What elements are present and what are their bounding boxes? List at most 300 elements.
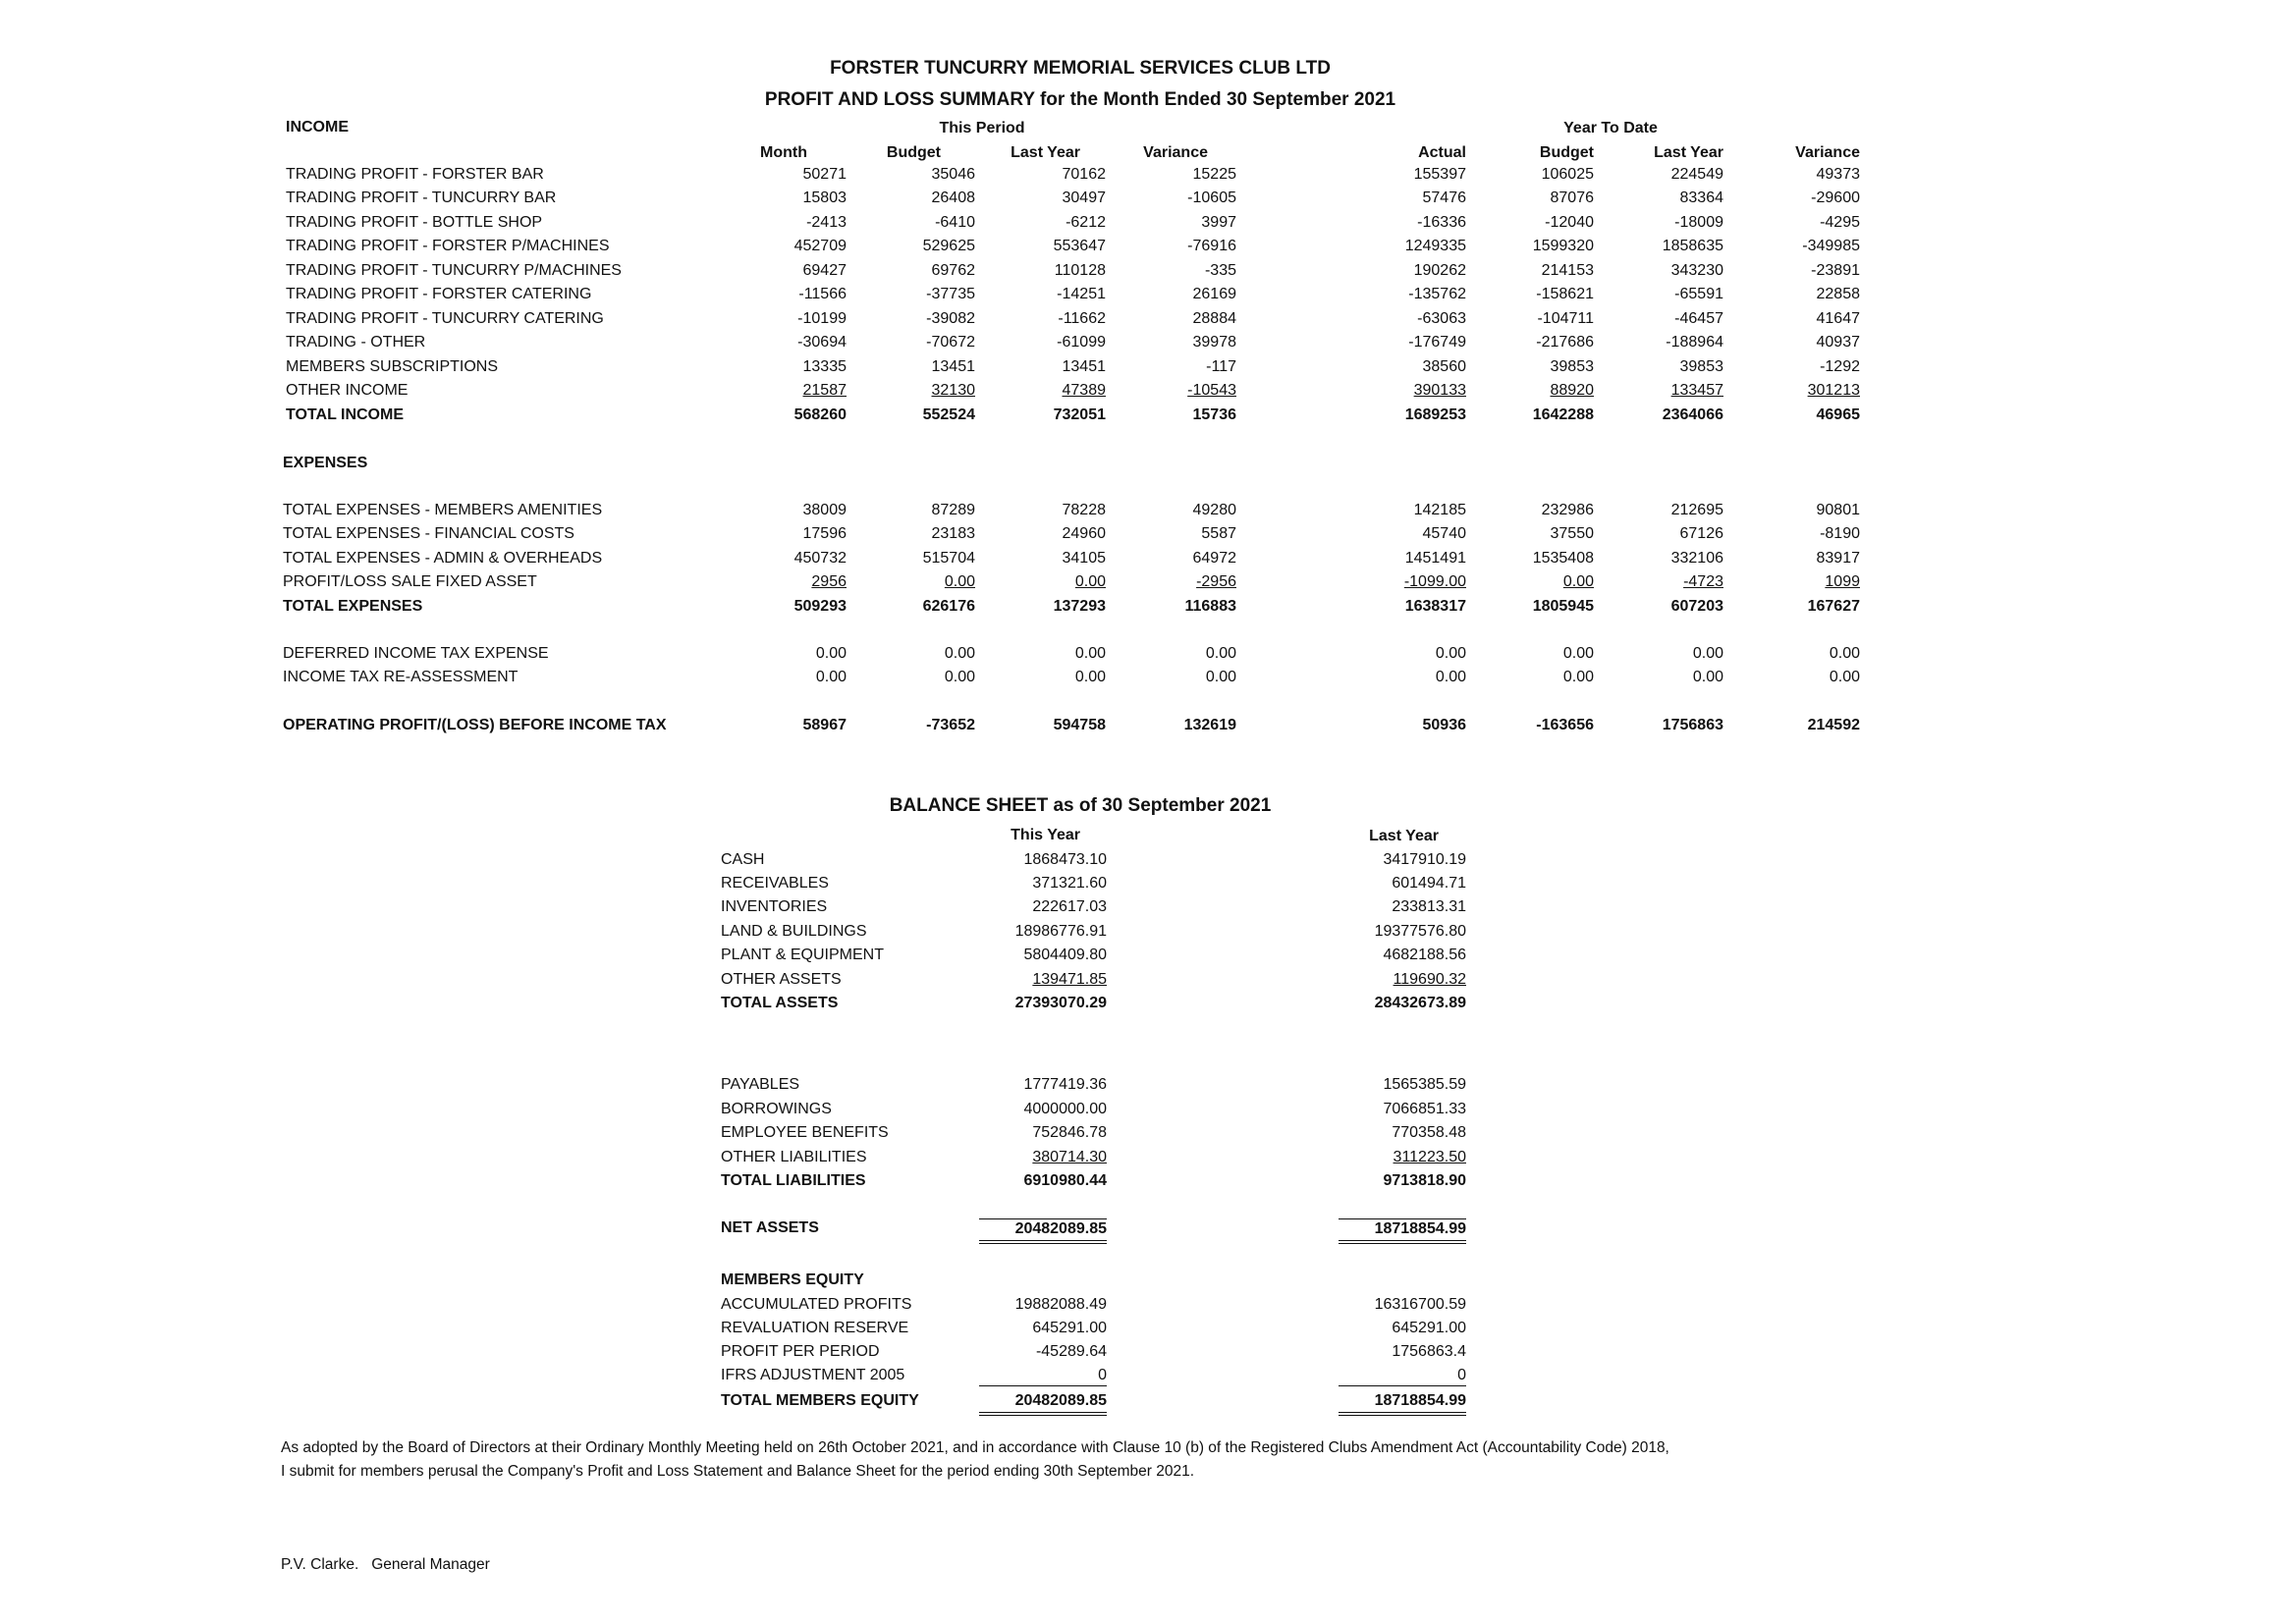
pl-row-label: TRADING PROFIT - TUNCURRY P/MACHINES — [286, 262, 622, 279]
bs-row-label: ACCUMULATED PROFITS — [721, 1296, 912, 1313]
pl-cell — [719, 285, 847, 304]
pl-cell-value: -37735 — [926, 286, 975, 302]
bs-cell-value: 3417910.19 — [1383, 851, 1466, 868]
pl-cell — [847, 668, 975, 687]
pl-cell — [1732, 261, 1860, 281]
bs-cell-value: 752846.78 — [1032, 1124, 1107, 1141]
this-period-heading: This Period — [939, 120, 1025, 136]
pl-cell-value: 0.00 — [1692, 645, 1723, 662]
pl-row-label: TRADING PROFIT - TUNCURRY CATERING — [286, 310, 604, 327]
pl-cell — [1339, 501, 1466, 520]
pl-cell — [978, 309, 1106, 329]
pl-cell-value: 69762 — [931, 262, 975, 279]
bs-cell — [1270, 1295, 1466, 1315]
pl-column-header: Budget — [886, 144, 941, 161]
pl-cell-value: 142185 — [1413, 502, 1466, 518]
pl-cell — [1109, 549, 1236, 568]
pl-cell-value: 70162 — [1062, 166, 1106, 183]
pl-cell-value: -176749 — [1408, 334, 1466, 351]
bs-row-label: IFRS ADJUSTMENT 2005 — [721, 1367, 905, 1383]
pl-cell-value: -8190 — [1820, 525, 1860, 542]
pl-column-header: Variance — [1143, 144, 1208, 161]
pl-cell-value: 23183 — [931, 525, 975, 542]
pl-cell — [1596, 597, 1723, 617]
pl-cell-value: 214153 — [1541, 262, 1594, 279]
pl-cell-value: 0.00 — [1205, 669, 1236, 685]
bs-cell-value: 770358.48 — [1392, 1124, 1466, 1141]
pl-cell — [978, 261, 1106, 281]
pl-cell-value: 137293 — [1053, 598, 1106, 615]
bs-row-label: TOTAL ASSETS — [721, 995, 839, 1011]
pl-cell — [1109, 237, 1236, 256]
pl-cell-value: -76916 — [1187, 238, 1236, 254]
bs-cell-value: 233813.31 — [1392, 898, 1466, 915]
pl-cell-value: 30497 — [1062, 189, 1106, 206]
bs-cell — [1270, 1218, 1466, 1244]
bs-cell-value: 9713818.90 — [1383, 1172, 1466, 1189]
pl-cell-value: 332106 — [1670, 550, 1723, 567]
pl-cell-value: 509293 — [793, 598, 847, 615]
pl-cell-value: 0.00 — [1205, 645, 1236, 662]
pl-cell-value: -14251 — [1057, 286, 1106, 302]
pl-cell-value: 22858 — [1816, 286, 1860, 302]
pl-cell — [1109, 644, 1236, 664]
bs-cell-value: 7066851.33 — [1383, 1101, 1466, 1117]
pl-cell-value: -335 — [1204, 262, 1236, 279]
pl-cell — [719, 237, 847, 256]
income-heading: INCOME — [286, 119, 349, 135]
pl-cell-value: -6212 — [1066, 214, 1106, 231]
pl-column-header: Actual — [1418, 144, 1466, 161]
pl-cell — [847, 501, 975, 520]
pl-cell — [719, 572, 847, 592]
pl-cell-value: 214592 — [1807, 717, 1860, 733]
bs-cell-value: 371321.60 — [1032, 875, 1107, 892]
bs-cell — [910, 1319, 1107, 1338]
pl-cell — [719, 261, 847, 281]
pl-cell-value: 0.00 — [815, 669, 847, 685]
signature-line: P.V. Clarke. General Manager — [281, 1556, 490, 1573]
pl-cell-value: 41647 — [1816, 310, 1860, 327]
bs-cell — [910, 1218, 1107, 1244]
pl-column-header: Month — [760, 144, 807, 161]
pl-cell — [1732, 572, 1860, 592]
pl-cell — [719, 549, 847, 568]
pl-cell — [1339, 237, 1466, 256]
pl-cell-value: 0.00 — [944, 669, 975, 685]
pl-cell — [1466, 165, 1594, 185]
pl-cell-value: 13335 — [802, 358, 847, 375]
pl-cell — [978, 189, 1106, 208]
pl-cell-value: 132619 — [1183, 717, 1236, 733]
pl-cell — [1109, 285, 1236, 304]
pl-cell-value: 88920 — [1550, 382, 1594, 399]
pl-cell — [1466, 501, 1594, 520]
pl-cell-value: 0.00 — [1829, 645, 1860, 662]
adoption-statement-line-1: As adopted by the Board of Directors at their Ordinary Monthly Meeting held on 26th October 2021, and in accordance with Clause 10 (b) of the Registered Clubs Amendment Act (Accountability Code) 2018, — [281, 1439, 1669, 1456]
pl-cell-value: 190262 — [1413, 262, 1466, 279]
bs-cell — [1270, 1100, 1466, 1119]
pl-cell — [719, 357, 847, 377]
pl-cell-value: 1599320 — [1532, 238, 1594, 254]
pl-cell — [1596, 213, 1723, 233]
pl-cell-value: 39978 — [1192, 334, 1236, 351]
pl-cell — [1339, 644, 1466, 664]
pl-cell-value: 38009 — [802, 502, 847, 518]
pl-cell — [1109, 668, 1236, 687]
pl-cell — [1339, 189, 1466, 208]
pl-cell-value: 2956 — [811, 573, 847, 590]
pl-cell — [1466, 189, 1594, 208]
pl-cell — [719, 213, 847, 233]
pl-cell — [1732, 644, 1860, 664]
bs-cell — [1270, 874, 1466, 893]
pl-cell — [1732, 406, 1860, 425]
pl-cell-value: 732051 — [1053, 406, 1106, 423]
pl-cell — [1732, 285, 1860, 304]
pl-cell — [1732, 381, 1860, 401]
pl-cell — [1732, 213, 1860, 233]
pl-row-label: TOTAL EXPENSES - MEMBERS AMENITIES — [283, 502, 603, 518]
pl-cell — [978, 333, 1106, 352]
pl-cell-value: 1249335 — [1404, 238, 1466, 254]
bs-cell — [1270, 922, 1466, 942]
pl-cell — [1596, 333, 1723, 352]
pl-cell — [1732, 597, 1860, 617]
pl-cell-value: 1756863 — [1662, 717, 1723, 733]
pl-cell-value: -10543 — [1187, 382, 1236, 399]
pl-cell-value: -16336 — [1417, 214, 1466, 231]
pl-cell-value: 78228 — [1062, 502, 1106, 518]
pl-cell — [1596, 165, 1723, 185]
pl-subtitle: PROFIT AND LOSS SUMMARY for the Month Ended 30 September 2021 — [764, 89, 1396, 110]
bs-cell-value: 1756863.4 — [1392, 1343, 1466, 1360]
bs-cell — [1270, 1391, 1466, 1416]
pl-cell-value: 0.00 — [1562, 645, 1594, 662]
pl-cell-value: -2956 — [1196, 573, 1236, 590]
pl-cell-value: -163656 — [1536, 717, 1594, 733]
pl-cell — [1596, 572, 1723, 592]
pl-cell-value: -104711 — [1537, 310, 1594, 327]
pl-cell-value: 40937 — [1816, 334, 1860, 351]
pl-cell — [1466, 261, 1594, 281]
bs-cell — [910, 946, 1107, 965]
pl-cell — [1596, 406, 1723, 425]
pl-cell-value: 13451 — [931, 358, 975, 375]
bs-cell — [910, 1391, 1107, 1416]
pl-cell — [1466, 572, 1594, 592]
pl-cell — [1109, 213, 1236, 233]
pl-cell — [1466, 213, 1594, 233]
pl-cell — [978, 285, 1106, 304]
pl-cell-value: -4723 — [1683, 573, 1723, 590]
pl-cell-value: 17596 — [802, 525, 847, 542]
pl-cell — [978, 716, 1106, 735]
pl-column-header: Last Year — [1011, 144, 1080, 161]
pl-cell — [847, 189, 975, 208]
bs-cell — [910, 850, 1107, 870]
bs-cell-value: 18718854.99 — [1339, 1218, 1466, 1244]
pl-cell — [847, 261, 975, 281]
bs-cell — [1270, 994, 1466, 1013]
bs-cell — [1270, 850, 1466, 870]
pl-cell — [1109, 381, 1236, 401]
pl-cell-value: 50936 — [1422, 717, 1466, 733]
pl-cell-value: 552524 — [922, 406, 975, 423]
pl-cell-value: -10605 — [1187, 189, 1236, 206]
pl-cell — [847, 549, 975, 568]
pl-cell-value: 110128 — [1054, 262, 1106, 279]
bs-cell-value: 601494.71 — [1392, 875, 1466, 892]
bs-cell — [1270, 946, 1466, 965]
pl-row-label: OTHER INCOME — [286, 382, 409, 399]
pl-cell — [847, 572, 975, 592]
pl-cell-value: 90801 — [1816, 502, 1860, 518]
pl-cell-value: -29600 — [1811, 189, 1860, 206]
bs-cell — [1270, 1123, 1466, 1143]
pl-cell-value: -30694 — [797, 334, 847, 351]
pl-cell-value: 34105 — [1062, 550, 1106, 567]
pl-row-label: INCOME TAX RE-ASSESSMENT — [283, 669, 519, 685]
bs-cell — [1270, 1148, 1466, 1167]
pl-cell-value: 116883 — [1184, 598, 1236, 615]
pl-cell-value: 343230 — [1670, 262, 1723, 279]
pl-cell — [1596, 668, 1723, 687]
pl-cell-value: -117 — [1206, 358, 1236, 375]
pl-cell — [1339, 285, 1466, 304]
pl-cell-value: -6410 — [935, 214, 975, 231]
pl-cell-value: 515704 — [922, 550, 975, 567]
pl-cell — [847, 381, 975, 401]
pl-cell-value: 47389 — [1062, 382, 1106, 399]
pl-cell — [847, 357, 975, 377]
pl-cell — [1339, 406, 1466, 425]
pl-cell — [1109, 501, 1236, 520]
pl-cell — [1732, 237, 1860, 256]
pl-cell-value: -70672 — [926, 334, 975, 351]
pl-cell-value: 1858635 — [1662, 238, 1723, 254]
pl-cell-value: 5587 — [1201, 525, 1236, 542]
bs-cell — [1270, 897, 1466, 917]
pl-cell — [719, 381, 847, 401]
bs-cell-value: 1868473.10 — [1023, 851, 1107, 868]
pl-cell-value: -217686 — [1536, 334, 1594, 351]
pl-cell — [1339, 549, 1466, 568]
pl-cell — [1732, 716, 1860, 735]
pl-cell — [719, 524, 847, 544]
pl-cell — [1109, 572, 1236, 592]
bs-cell — [910, 1366, 1107, 1386]
pl-cell — [1109, 189, 1236, 208]
bs-cell — [1270, 1342, 1466, 1362]
pl-cell-value: -46457 — [1674, 310, 1723, 327]
pl-cell — [1466, 716, 1594, 735]
pl-cell — [1732, 333, 1860, 352]
bs-cell — [910, 897, 1107, 917]
pl-cell-value: 69427 — [802, 262, 847, 279]
pl-cell-value: 45740 — [1422, 525, 1466, 542]
members-equity-heading: MEMBERS EQUITY — [721, 1271, 864, 1288]
bs-cell-value: 16316700.59 — [1374, 1296, 1466, 1313]
pl-column-header: Last Year — [1654, 144, 1723, 161]
pl-cell — [1339, 668, 1466, 687]
pl-cell-value: 390133 — [1413, 382, 1466, 399]
pl-cell — [847, 309, 975, 329]
pl-cell-value: 0.00 — [1829, 669, 1860, 685]
bs-row-label: RECEIVABLES — [721, 875, 829, 892]
pl-cell — [1339, 357, 1466, 377]
pl-cell — [1596, 501, 1723, 520]
pl-cell — [1732, 524, 1860, 544]
adoption-statement-line-2: I submit for members perusal the Company's Profit and Loss Statement and Balance Sheet for the period ending 30th September 2021. — [281, 1463, 1195, 1480]
pl-cell — [719, 406, 847, 425]
pl-cell-value: 57476 — [1422, 189, 1466, 206]
bs-cell-value: 18718854.99 — [1339, 1391, 1466, 1416]
bs-cell — [910, 922, 1107, 942]
pl-cell-value: 3997 — [1201, 214, 1236, 231]
bs-cell — [910, 1171, 1107, 1191]
pl-cell-value: 0.00 — [1435, 645, 1466, 662]
bs-cell-value: 645291.00 — [1032, 1320, 1107, 1336]
bs-cell-value: 4682188.56 — [1383, 947, 1466, 963]
bs-row-label: BORROWINGS — [721, 1101, 832, 1117]
bs-cell-value: 4000000.00 — [1023, 1101, 1107, 1117]
bs-cell — [1270, 1366, 1466, 1386]
pl-cell — [1109, 357, 1236, 377]
pl-cell-value: 67126 — [1679, 525, 1723, 542]
pl-cell — [1109, 524, 1236, 544]
bs-this-year-heading: This Year — [1011, 827, 1080, 843]
pl-cell-value: 133457 — [1670, 382, 1723, 399]
bs-row-label: INVENTORIES — [721, 898, 828, 915]
pl-cell — [978, 644, 1106, 664]
bs-cell — [910, 1075, 1107, 1095]
pl-cell — [1596, 357, 1723, 377]
pl-cell-value: 49373 — [1816, 166, 1860, 183]
pl-cell-value: 39853 — [1679, 358, 1723, 375]
pl-cell-value: 0.00 — [1074, 645, 1106, 662]
bs-cell-value: 1565385.59 — [1383, 1076, 1466, 1093]
bs-cell — [1270, 970, 1466, 990]
pl-cell-value: 35046 — [931, 166, 975, 183]
pl-cell — [1466, 406, 1594, 425]
pl-cell-value: 15736 — [1192, 406, 1236, 423]
pl-cell — [847, 597, 975, 617]
pl-cell — [978, 213, 1106, 233]
pl-cell — [1339, 261, 1466, 281]
year-to-date-heading: Year To Date — [1563, 120, 1658, 136]
pl-cell-value: 155397 — [1413, 166, 1466, 183]
pl-cell-value: 568260 — [793, 406, 847, 423]
pl-cell — [1466, 357, 1594, 377]
pl-cell — [1732, 357, 1860, 377]
bs-cell — [910, 994, 1107, 1013]
pl-cell — [1109, 597, 1236, 617]
bs-cell — [910, 1123, 1107, 1143]
bs-cell-value: 222617.03 — [1032, 898, 1107, 915]
bs-row-label: REVALUATION RESERVE — [721, 1320, 909, 1336]
pl-row-label: TOTAL EXPENSES - FINANCIAL COSTS — [283, 525, 574, 542]
company-title: FORSTER TUNCURRY MEMORIAL SERVICES CLUB LTD — [830, 58, 1331, 79]
pl-cell — [1339, 572, 1466, 592]
pl-cell — [1339, 597, 1466, 617]
bs-cell-value: 20482089.85 — [979, 1391, 1107, 1416]
bs-cell-value: 5804409.80 — [1023, 947, 1107, 963]
pl-cell — [1466, 237, 1594, 256]
pl-cell-value: 87076 — [1550, 189, 1594, 206]
pl-cell-value: 58967 — [802, 717, 847, 733]
bs-row-label: OTHER LIABILITIES — [721, 1149, 867, 1165]
pl-cell-value: 32130 — [931, 382, 975, 399]
pl-cell — [847, 237, 975, 256]
pl-cell — [847, 285, 975, 304]
pl-cell-value: 212695 — [1670, 502, 1723, 518]
pl-cell-value: -11662 — [1058, 310, 1106, 327]
pl-row-label: TRADING - OTHER — [286, 334, 426, 351]
pl-cell-value: 1638317 — [1404, 598, 1466, 615]
pl-cell — [978, 597, 1106, 617]
pl-cell — [1596, 309, 1723, 329]
pl-cell — [847, 165, 975, 185]
pl-cell — [1109, 406, 1236, 425]
pl-row-label: TRADING PROFIT - FORSTER CATERING — [286, 286, 592, 302]
pl-cell-value: -65591 — [1674, 286, 1723, 302]
pl-cell — [978, 549, 1106, 568]
pl-cell-value: 1642288 — [1532, 406, 1594, 423]
pl-cell — [1596, 716, 1723, 735]
pl-cell-value: 301213 — [1807, 382, 1860, 399]
bs-cell-value: 1777419.36 — [1023, 1076, 1107, 1093]
expenses-heading: EXPENSES — [283, 455, 368, 471]
pl-cell-value: 21587 — [802, 382, 847, 399]
pl-cell — [1466, 668, 1594, 687]
pl-cell — [1339, 716, 1466, 735]
pl-cell-value: -11566 — [798, 286, 847, 302]
pl-column-header: Budget — [1539, 144, 1594, 161]
bs-row-label: PAYABLES — [721, 1076, 800, 1093]
bs-cell-value: 0 — [1339, 1366, 1466, 1386]
pl-cell-value: 15225 — [1192, 166, 1236, 183]
pl-cell — [1596, 261, 1723, 281]
pl-cell — [719, 597, 847, 617]
pl-cell-value: -12040 — [1545, 214, 1594, 231]
pl-cell — [719, 165, 847, 185]
pl-cell — [719, 309, 847, 329]
pl-cell — [847, 644, 975, 664]
pl-cell — [978, 572, 1106, 592]
pl-cell — [1339, 165, 1466, 185]
pl-cell-value: 232986 — [1541, 502, 1594, 518]
pl-cell — [1732, 501, 1860, 520]
bs-row-label: EMPLOYEE BENEFITS — [721, 1124, 889, 1141]
bs-row-label: LAND & BUILDINGS — [721, 923, 867, 940]
pl-cell-value: -158621 — [1536, 286, 1594, 302]
pl-cell-value: 0.00 — [815, 645, 847, 662]
pl-cell — [1339, 524, 1466, 544]
pl-cell-value: 39853 — [1550, 358, 1594, 375]
pl-cell-value: -61099 — [1057, 334, 1106, 351]
bs-cell-value: 139471.85 — [1032, 971, 1107, 988]
pl-cell-value: 0.00 — [1074, 573, 1106, 590]
pl-cell-value: 49280 — [1192, 502, 1236, 518]
bs-cell — [1270, 1319, 1466, 1338]
pl-cell-value: 0.00 — [1074, 669, 1106, 685]
pl-cell-value: 83917 — [1816, 550, 1860, 567]
pl-cell — [719, 644, 847, 664]
pl-cell — [978, 406, 1106, 425]
pl-cell — [719, 501, 847, 520]
pl-cell-value: -18009 — [1674, 214, 1723, 231]
